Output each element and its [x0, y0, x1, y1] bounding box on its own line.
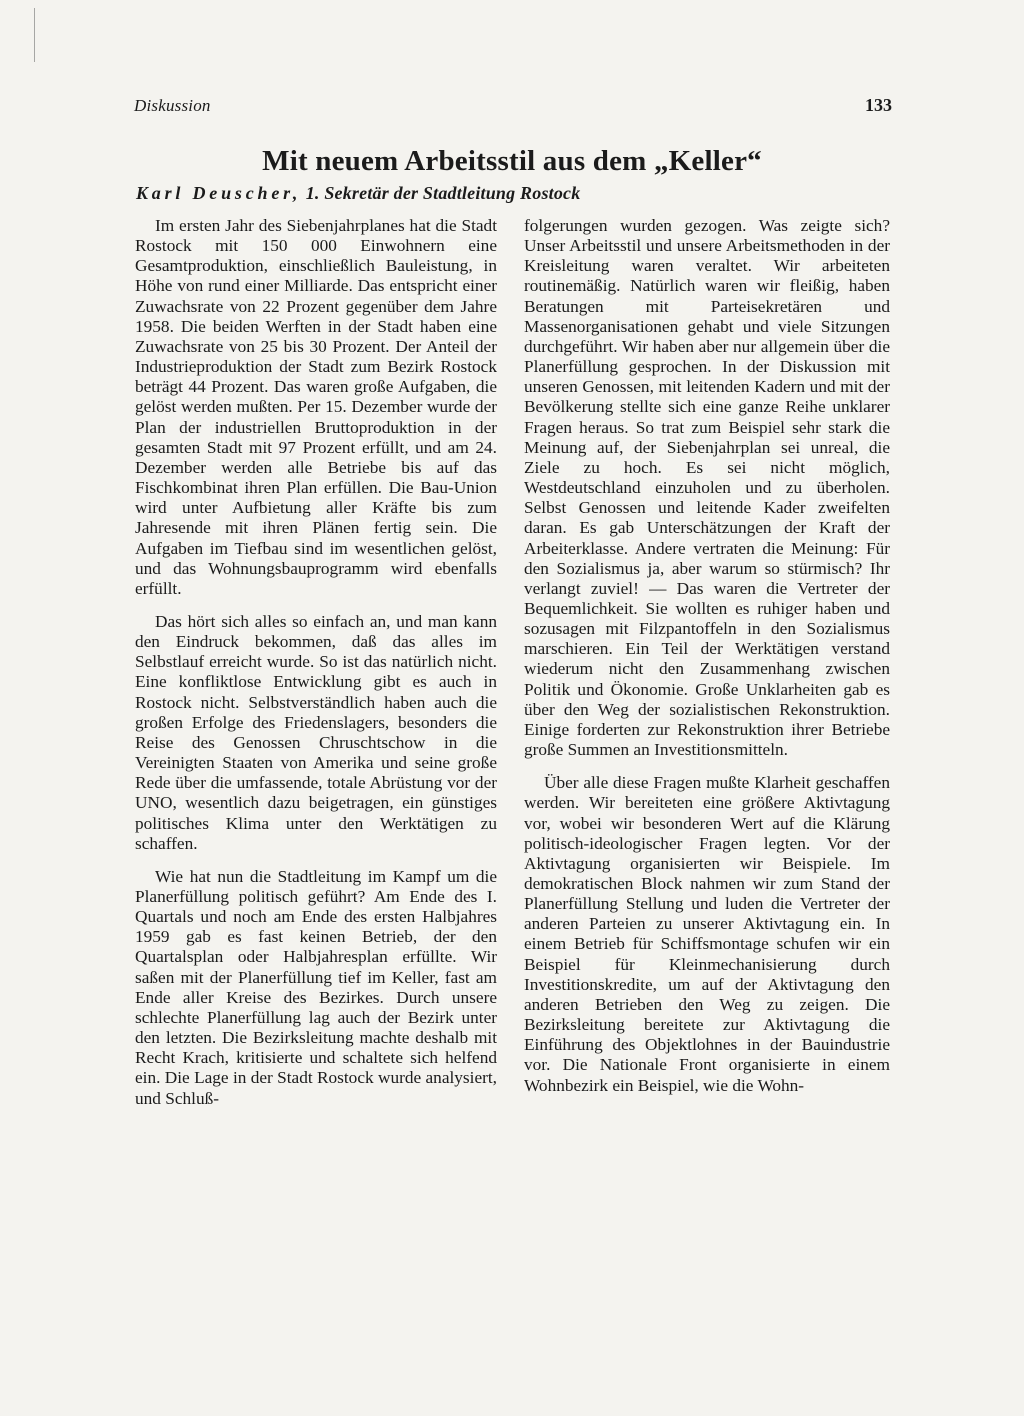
scan-mark: [34, 8, 35, 62]
right-column: [524, 216, 890, 1109]
article-byline: [136, 183, 580, 204]
author-name: Karl Deuscher,: [136, 183, 302, 203]
page-number: 133: [865, 95, 892, 115]
page-header: [134, 96, 892, 128]
left-column: [135, 216, 497, 1122]
paragraph: Im ersten Jahr des Siebenjahrplanes hat die Stadt Rostock mit 150 000 Einwohnern eine Gesamtproduktion, einschließlich Bauleistung, in Höhe von rund einer Milliarde. Das entspricht einer Zuwachsrate von 22 Prozent gegenüber dem Jahre 1958. Die beiden Werften in der Stadt haben eine Zuwachsrate von 25 bis 30 Prozent. Der Anteil der Industrieproduktion der Stadt zum Bezirk Rostock beträgt 44 Prozent. Das waren große Aufgaben, die gelöst werden mußten. Per 15. Dezember wurde der Plan der industriellen Bruttoproduktion in der gesamten Stadt mit 97 Prozent erfüllt, und am 24. Dezember werden alle Betriebe bis auf das Fischkombinat ihren Plan erfüllen. Die Bau-Union wird unter Aufbietung aller Kräfte bis zum Jahresende mit ihren Plänen fertig sein. Die Aufgaben im Tiefbau sind im wesentlichen gelöst, und das Wohnungsbauprogramm wird ebenfalls erfüllt.: [135, 216, 497, 598]
author-role: 1. Sekretär der Stadtleitung Rostock: [305, 183, 581, 203]
article-title: Mit neuem Arbeitsstil aus dem „Keller“: [262, 145, 762, 177]
paragraph: Wie hat nun die Stadtleitung im Kampf um die Planerfüllung politisch geführt? Am Ende des I. Quartals und noch am Ende des ersten Halbjahres 1959 gab es fast keinen Betrieb, der den Quartalsplan oder Halbjahresplan erfüllte. Wir saßen mit der Planerfüllung tief im Keller, fast am Ende aller Kreise des Bezirkes. Durch unsere schlechte Planerfüllung lag auch der Bezirk unter den letzten. Die Bezirksleitung machte deshalb mit Recht Krach, kritisierte und schaltete sich helfend ein. Die Lage in der Stadt Rostock wurde analysiert, und Schluß-: [135, 866, 497, 1108]
paragraph: folgerungen wurden gezogen. Was zeigte sich? Unser Arbeitsstil und unsere Arbeitsmethoden in der Kreisleitung waren veraltet. Wir arbeiteten routinemäßig. Natürlich waren wir fleißig, haben Beratungen mit Parteisekretären und Massenorganisationen gehabt und viele Sitzungen durchgeführt. Wir haben aber nur allgemein über die Planerfüllung gesprochen. In der Diskussion mit unseren Genossen, mit leitenden Kadern und mit der Bevölkerung stellte sich eine ganze Reihe unklarer Fragen heraus. So trat zum Beispiel sehr stark die Meinung auf, der Siebenjahrplan sei unreal, die Ziele zu hoch. Es sei nicht möglich, Westdeutschland einzuholen und zu überholen. Selbst Genossen und leitende Kader zweifelten daran. Es gab Unterschätzungen der Kraft der Arbeiterklasse. Andere vertraten die Meinung: Für den Sozialismus ja, aber warum so stürmisch? Ihr verlangt zuviel! — Das waren die Vertreter der Bequemlichkeit. Sie wollten es ruhiger haben und sozusagen mit Filzpantoffeln in den Sozialismus marschieren. Ein Teil der Werktätigen verstand wiederum nicht den Zusammenhang zwischen Politik und Ökonomie. Große Unklarheiten gab es über den Weg der sozialistischen Rekonstruktion. Einige forderten zur Rekonstruktion ihrer Betriebe große Summen an Investitionsmitteln.: [524, 216, 890, 760]
paragraph: Das hört sich alles so einfach an, und man kann den Eindruck bekommen, daß das alles im Selbstlauf erreicht wurde. So ist das natürlich nicht. Eine konfliktlose Entwicklung gibt es auch in Rostock nicht. Selbstverständlich haben auch die großen Erfolge des Friedenslagers, besonders die Reise des Genossen Chruschtschow in die Vereinigten Staaten von Amerika und seine große Rede über die umfassende, totale Abrüstung vor der UNO, wesentlich dazu beigetragen, ein günstiges politisches Klima unter den Werktätigen zu schaffen.: [135, 611, 497, 853]
section-label: Diskussion: [134, 96, 211, 115]
paragraph: Über alle diese Fragen mußte Klarheit geschaffen werden. Wir bereiteten eine größere Aktivtagung vor, wobei wir besonderen Wert auf die Klärung politisch-ideologischer Fragen legten. Vor der Aktivtagung organisierten wir Beispiele. Im demokratischen Block nahmen wir zum Stand der Planerfüllung Stellung und luden die Vertreter der anderen Parteien zu unserer Aktivtagung ein. In einem Betrieb für Schiffsmontage schufen wir ein Beispiel für Kleinmechanisierung durch Investitionskredite, um auf der Aktivtagung den anderen Betrieben den Weg zu zeigen. Die Bezirksleitung bereitete zur Aktivtagung die Einführung des Objektlohnes in der Bauindustrie vor. Die Nationale Front organisierte in einem Wohnbezirk ein Beispiel, wie die Wohn-: [524, 773, 890, 1095]
